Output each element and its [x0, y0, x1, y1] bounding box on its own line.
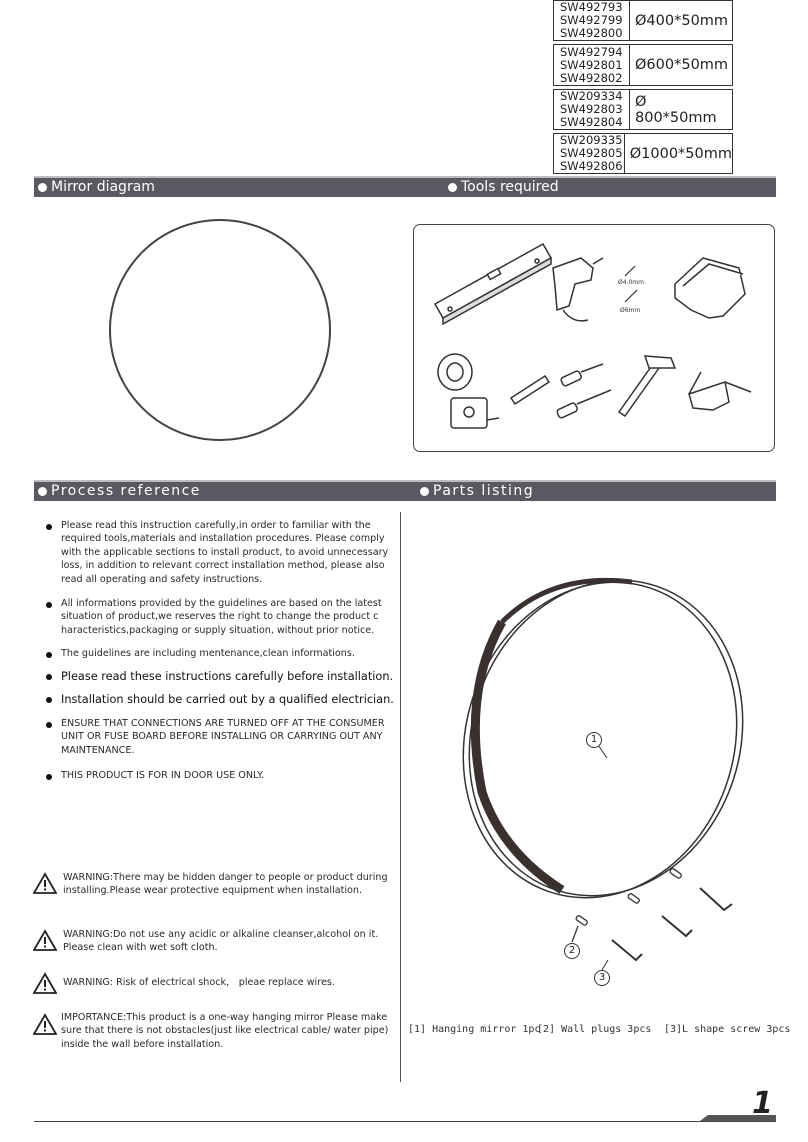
tools-required-title — [448, 178, 559, 197]
spec-code: SW492799 — [560, 13, 623, 27]
part-caption-1: [1] Hanging mirror 1pc — [408, 1024, 541, 1035]
process-item — [46, 717, 398, 757]
hammer-icon — [619, 356, 675, 416]
spec-code: SW492802 — [560, 70, 623, 85]
process-reference-title — [38, 482, 201, 501]
bullet-dot-icon — [448, 183, 457, 192]
bullet-icon — [46, 519, 61, 586]
hanging-mirror-icon — [423, 544, 783, 933]
tape-measure-icon — [451, 398, 499, 428]
spec-size: Ø400*50mm — [635, 12, 729, 29]
spec-size: Ø600*50mm — [635, 57, 729, 73]
bullet-icon — [46, 597, 61, 637]
spec-code: SW492805 — [560, 146, 623, 160]
warning-text: WARNING:Do not use any acidic or alkaline cleanser,alcohol on it. Please clean with wet soft cloth. — [63, 929, 379, 954]
spec-code: SW492804 — [560, 115, 623, 129]
warning-triangle-icon — [33, 972, 57, 994]
process-text: Please read this instruction carefully,in order to familiar with the required tools,materials and installation procedures. Please comply with the applicable sections to install product, to avoid unnecessary loss, in addition to relevant correct installation method, please also read all operating and safety instructions. — [61, 520, 389, 585]
safety-glasses-icon — [689, 372, 751, 410]
callout-2: 2 — [564, 943, 580, 959]
spec-size: Ø 800*50mm — [635, 93, 717, 126]
process-text: The guidelines are including mentenance,clean informations. — [61, 648, 355, 659]
mirror-diagram — [100, 210, 340, 450]
spec-code: SW492803 — [560, 102, 623, 116]
spec-size: Ø1000*50mm — [629, 145, 732, 162]
l-shape-screw-icon — [602, 888, 732, 970]
bullet-icon — [46, 669, 61, 684]
spec-codes — [554, 90, 630, 129]
drill-bit-4mm-label: Ø4.0mm — [618, 279, 644, 286]
bullet-icon — [46, 692, 61, 707]
warning-text: IMPORTANCE:This product is a one-way hanging mirror Please make sure that there is not obstacles(just like electrical cable/ water pipe) inside the wall before installation. — [61, 1012, 389, 1050]
warning-item — [33, 1011, 395, 1051]
wall-plug-icon — [572, 868, 682, 942]
bullet-dot-icon — [38, 183, 47, 192]
gloves-icon — [675, 258, 745, 318]
column-divider — [400, 512, 401, 1082]
process-item — [46, 597, 398, 637]
spirit-level-icon — [435, 244, 551, 324]
callout-1: 1 — [586, 732, 602, 748]
parts-listing-label: Parts listing — [433, 483, 535, 499]
spec-code: SW492793 — [560, 0, 623, 14]
spec-code: SW209334 — [560, 89, 623, 103]
pencil-icon — [511, 376, 549, 404]
bullet-icon — [46, 717, 61, 757]
process-item — [46, 669, 398, 684]
process-item — [46, 769, 398, 782]
tools-illustration — [413, 224, 775, 452]
part-caption-2: [2] Wall plugs 3pcs — [537, 1024, 652, 1035]
bullet-dot-icon — [38, 487, 47, 496]
process-text: All informations provided by the guidelines are based on the latest situation of product,we reserves the right to change the product c haracteristics,packaging or supply situation, without prior notice. — [61, 598, 382, 636]
spec-code: SW492800 — [560, 26, 623, 40]
spec-code: SW492801 — [560, 57, 623, 72]
warning-triangle-icon — [33, 872, 57, 894]
process-text: Please read these instructions carefully before installation. — [61, 670, 394, 683]
spec-row-800 — [553, 89, 733, 130]
screwdriver-icon — [556, 364, 611, 419]
warning-text: WARNING: Risk of electrical shock， pleae replace wires. — [63, 977, 335, 988]
spec-codes — [554, 1, 630, 40]
mirror-diagram-title — [38, 178, 155, 197]
parts-illustration — [402, 512, 802, 1012]
tools-required-label: Tools required — [461, 179, 559, 195]
part-caption-3: [3]L shape screw 3pcs — [664, 1024, 791, 1035]
spec-codes — [554, 45, 630, 85]
parts-listing-title — [420, 482, 534, 501]
spec-code: SW492794 — [560, 44, 623, 59]
power-drill-icon — [553, 258, 603, 321]
bullet-dot-icon — [420, 487, 429, 496]
warning-item — [33, 972, 395, 994]
warning-item — [33, 928, 395, 955]
bullet-icon — [46, 647, 61, 660]
spec-codes — [554, 134, 625, 173]
footer-line — [34, 1121, 776, 1122]
callout-3: 3 — [594, 970, 610, 986]
process-text: ENSURE THAT CONNECTIONS ARE TURNED OFF AT THE CONSUMER UNIT OR FUSE BOARD BEFORE INSTALLING OR CARRYING OUT ANY MAINTENANCE. — [61, 718, 385, 756]
spec-code: SW209335 — [560, 133, 623, 147]
spec-row-400 — [553, 0, 733, 41]
warning-text: WARNING:There may be hidden danger to people or product during installing.Please wear protective equipment when installation. — [63, 872, 388, 897]
process-text: Installation should be carried out by a qualified electrician. — [61, 693, 394, 706]
process-reference-label: Process reference — [51, 483, 201, 499]
tape-roll-icon — [438, 354, 472, 390]
spec-row-1000 — [553, 133, 733, 174]
warning-triangle-icon — [33, 1013, 57, 1035]
spec-code: SW492806 — [560, 159, 623, 173]
process-item — [46, 519, 398, 586]
bullet-icon — [46, 769, 61, 782]
process-item — [46, 692, 398, 707]
drill-bit-6mm-label: Ø6mm — [620, 307, 641, 314]
mirror-diagram-label: Mirror diagram — [51, 179, 155, 195]
process-text: THIS PRODUCT IS FOR IN DOOR USE ONLY. — [61, 770, 265, 781]
warning-item — [33, 871, 395, 898]
process-item — [46, 647, 398, 660]
page-number: 1 — [752, 1086, 773, 1121]
spec-row-600 — [553, 44, 733, 86]
warning-triangle-icon — [33, 929, 57, 951]
